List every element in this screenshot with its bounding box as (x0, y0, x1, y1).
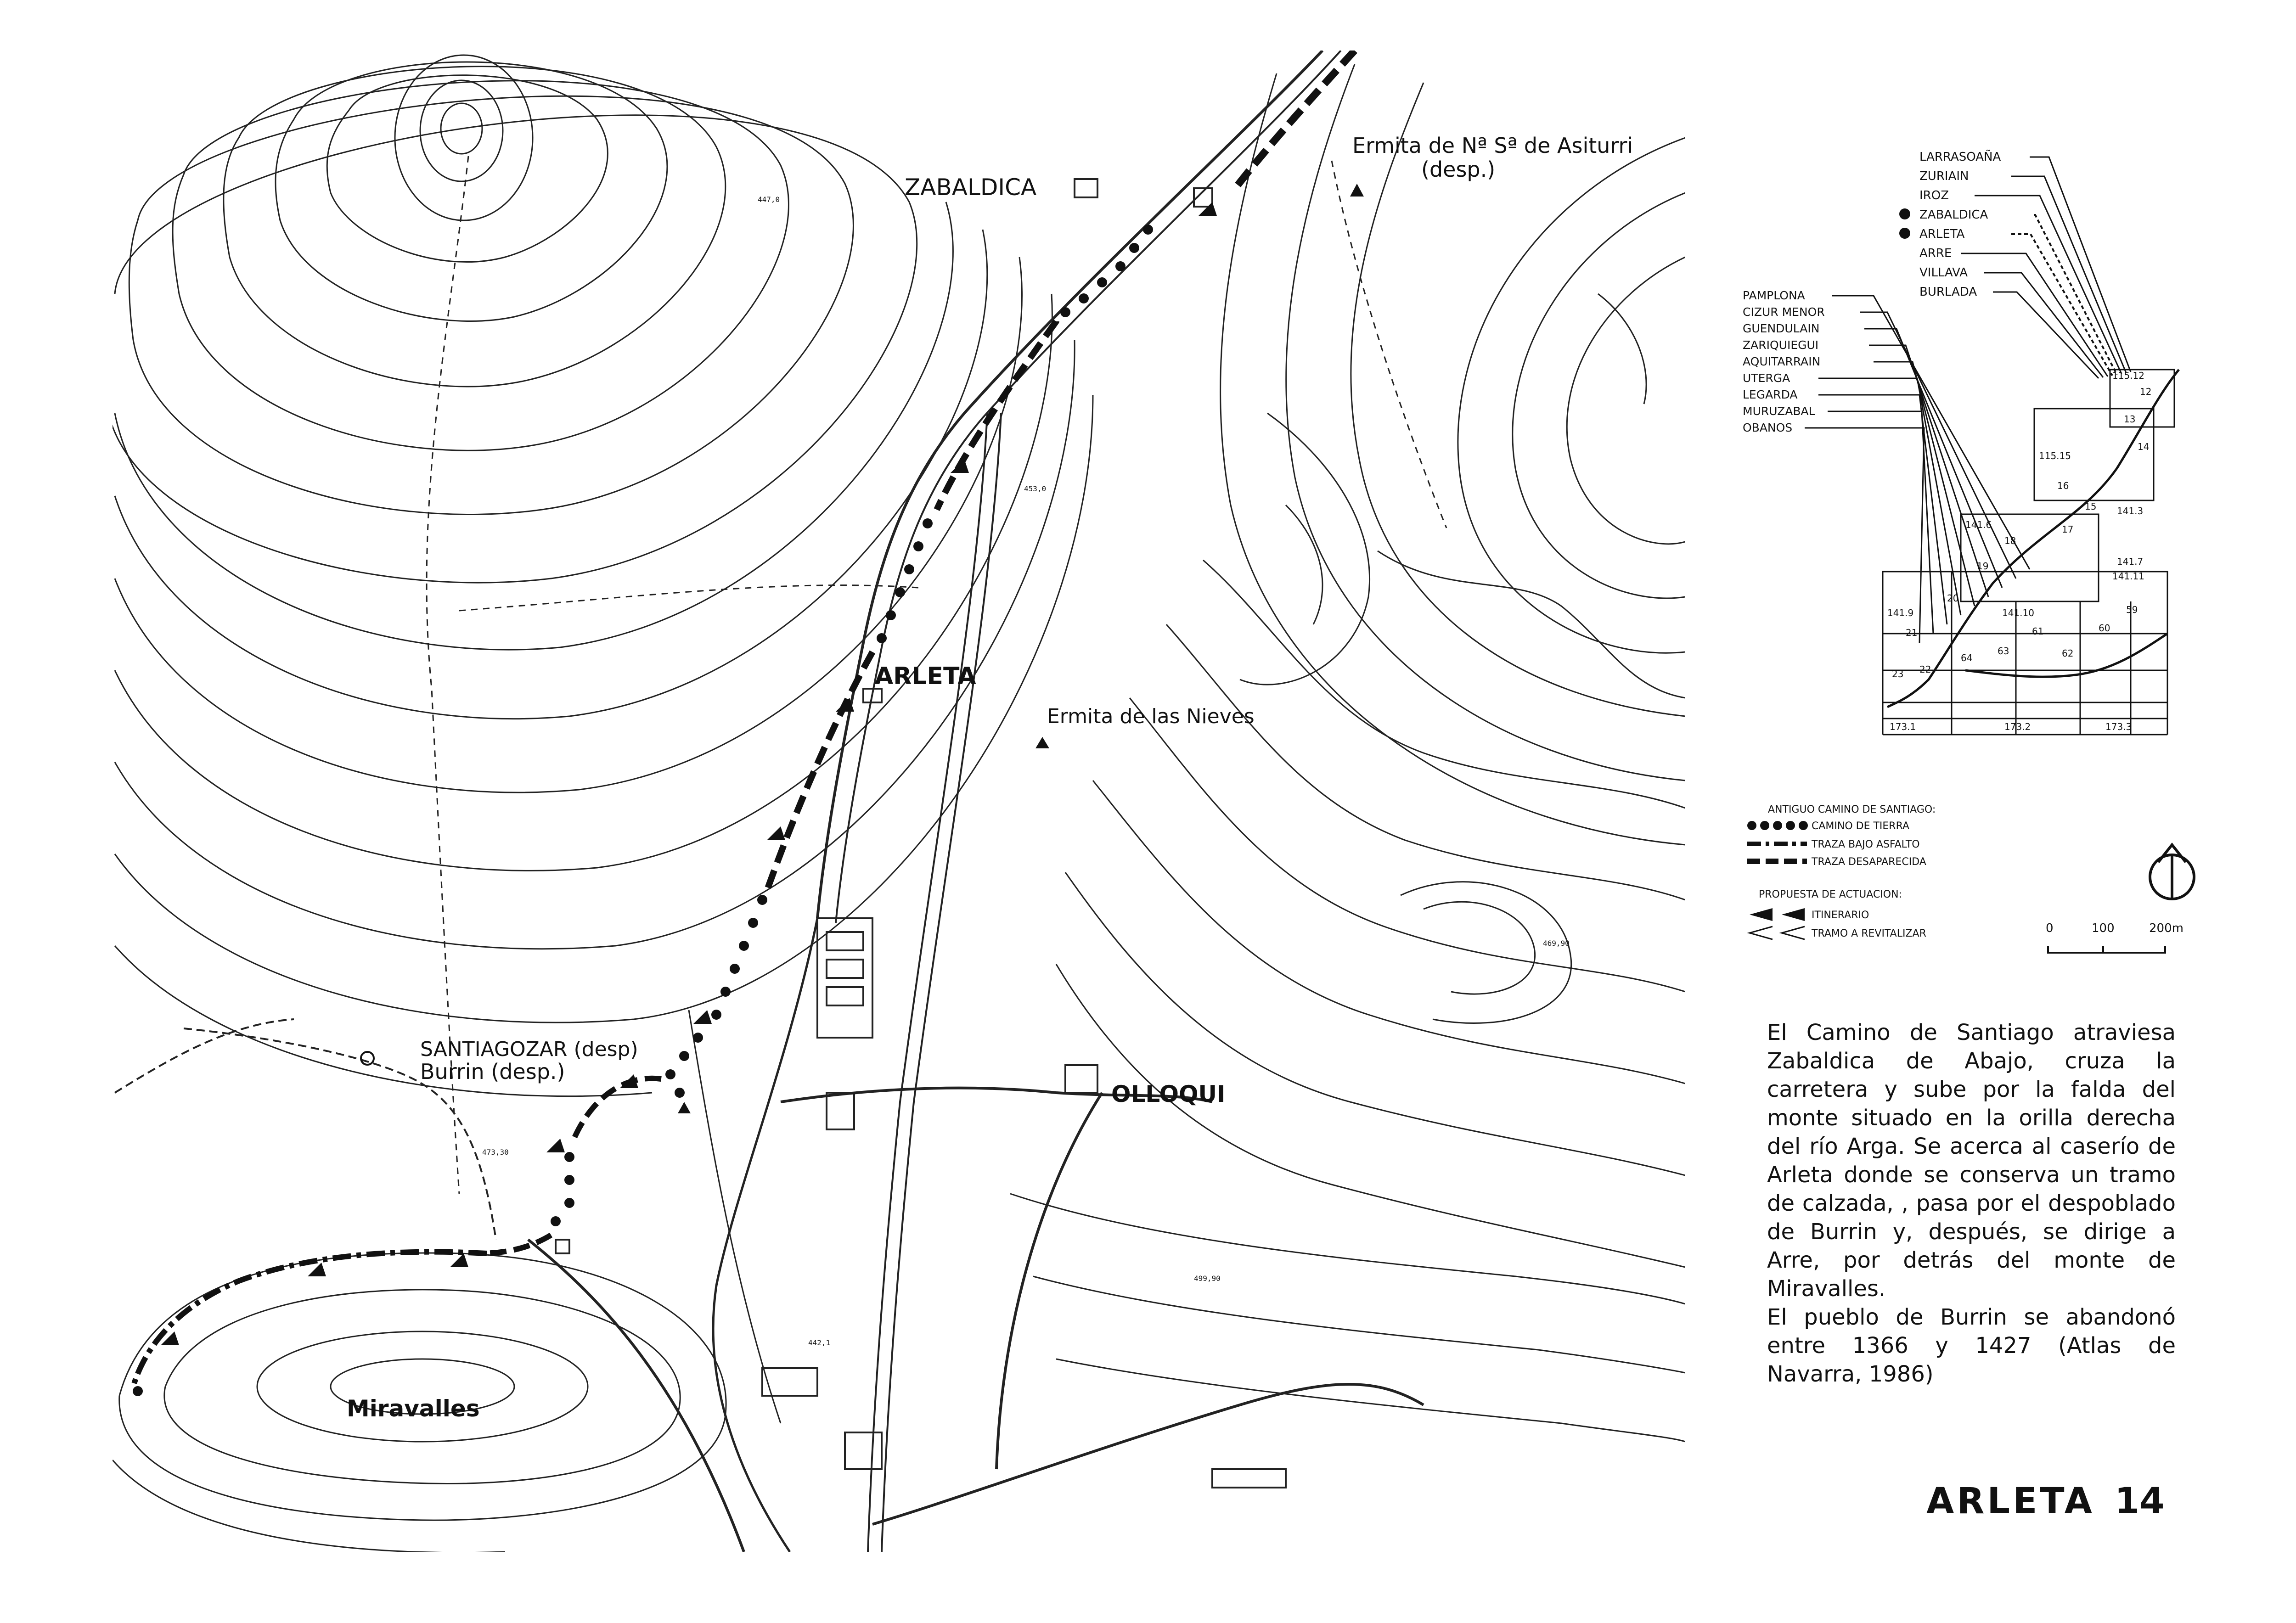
sheet-label: 63 (1998, 646, 2009, 657)
legend-section-title: PROPUESTA DE ACTUACION: (1759, 889, 1902, 900)
elevation-label: 499,90 (1194, 1274, 1221, 1283)
legend-item: TRAZA DESAPARECIDA (1812, 856, 1926, 868)
north-arrow-icon (2150, 845, 2194, 899)
description-text (1767, 1018, 2176, 1388)
label-burrin: Burrin (desp.) (420, 1059, 565, 1084)
label-santiagozar: SANTIAGOZAR (desp) (420, 1038, 638, 1061)
label-miravalles: Miravalles (347, 1395, 480, 1422)
index-town: BURLADA (1919, 285, 1977, 299)
sheet-label: 13 (2124, 414, 2136, 425)
sheet-label: 59 (2126, 604, 2138, 615)
legend-section-title: ANTIGUO CAMINO DE SANTIAGO: (1768, 804, 1936, 815)
sheet-label: 18 (2004, 535, 2016, 546)
index-town: ARLETA (1919, 227, 1965, 241)
legend-item: CAMINO DE TIERRA (1812, 820, 1910, 832)
legend-swatch-arrow-filled (1782, 908, 1805, 921)
index-town: MURUZABAL (1743, 404, 1815, 418)
index-town: ZURIAIN (1919, 169, 1969, 183)
sheet-label: 20 (1947, 593, 1959, 604)
sheet-label: 22 (1919, 664, 1931, 675)
index-town: ZARIQUIEGUI (1743, 338, 1819, 352)
scale-label: 0 (2046, 921, 2054, 935)
legend-item: TRAMO A REVITALIZAR (1812, 928, 1926, 939)
index-town: ARRE (1919, 247, 1952, 260)
marker-zabaldica (1899, 208, 1910, 219)
index-leader-lines (1805, 157, 2131, 643)
label-zabaldica: ZABALDICA (905, 174, 1037, 201)
sheet-label: 15 (2085, 501, 2097, 512)
label-ermita-asiturri: Ermita de Nª Sª de Asiturri (1352, 133, 1633, 158)
legend-item: TRAZA BAJO ASFALTO (1812, 839, 1920, 850)
sheet-label: 115.12 (2112, 370, 2144, 381)
sheet-label: 19 (1977, 561, 1989, 572)
index-town: VILLAVA (1919, 266, 1968, 280)
scale-label: 100 (2092, 921, 2115, 935)
label-ermita-asiturri-note: (desp.) (1421, 157, 1496, 182)
sheet-label: 173.2 (2004, 721, 2031, 732)
topographic-map (106, 51, 1685, 1553)
index-town: ZABALDICA (1919, 208, 1988, 222)
index-towns-left (1743, 289, 1825, 434)
legend-swatch-arrow-open (1750, 927, 1773, 939)
legend (1747, 804, 2194, 953)
sheet-label: 61 (2032, 626, 2044, 637)
page-title: ARLETA (1926, 1481, 2095, 1522)
sheet-label: 21 (1906, 627, 1918, 638)
sheet-label: 17 (2062, 524, 2074, 535)
index-town: PAMPLONA (1743, 289, 1805, 302)
sheet-label: 141.3 (2117, 505, 2144, 517)
label-olloqui: OLLOQUI (1111, 1081, 1226, 1107)
legend-swatch-arrow-filled (1750, 908, 1773, 921)
description-paragraph: El Camino de Santiago atraviesa Zabaldica de Abajo, cruza la carretera y sube por la falda del monte situado en la orilla derecha del río Arga. Se acerca al caserío de Arleta donde se conserva un tramo de calzada, , pasa por el despoblado de Burrin y, después, se dirige a Arre, por detrás del monte de Miravalles. (1767, 1020, 2176, 1302)
sheet-label: 115.15 (2039, 450, 2071, 461)
sheet-label: 12 (2140, 386, 2152, 397)
index-town: UTERGA (1743, 371, 1790, 385)
sheet-label: 141.7 (2117, 556, 2144, 567)
elevation-label: 447,0 (758, 195, 780, 204)
elevation-label: 469,90 (1543, 939, 1570, 948)
label-arleta: ARLETA (875, 663, 976, 690)
index-town: LEGARDA (1743, 388, 1798, 401)
legend-swatch-arrow-open (1782, 927, 1805, 939)
description-paragraph: El pueblo de Burrin se abandonó entre 1366 y 1427 (Atlas de Navarra, 1986) (1767, 1304, 2176, 1387)
elevation-label: 453,0 (1024, 484, 1047, 493)
elevation-label: 442,1 (808, 1338, 831, 1347)
sheet-label: 141.10 (2002, 607, 2034, 618)
sheet-label: 60 (2099, 623, 2110, 634)
index-town: GUENDULAIN (1743, 322, 1820, 335)
elevation-label: 473,30 (482, 1148, 509, 1157)
index-towns-right (1919, 149, 2001, 299)
index-town: CIZUR MENOR (1743, 305, 1825, 319)
sheet-label: 173.1 (1890, 721, 1916, 732)
sheet-label: 64 (1961, 652, 1973, 663)
index-town: AQUITARRAIN (1743, 355, 1821, 368)
sheet-label: 62 (2062, 648, 2074, 659)
index-town: LARRASOAÑA (1919, 150, 2001, 164)
label-ermita-nieves: Ermita de las Nieves (1047, 705, 1255, 728)
sheet-label: 173.3 (2105, 721, 2132, 732)
index-town: IROZ (1919, 189, 1949, 202)
page-number: 14 (2115, 1481, 2165, 1522)
sheet-label: 141.11 (2112, 571, 2144, 582)
index-map (1743, 149, 2179, 735)
sheet-label: 141.6 (1965, 519, 1992, 530)
marker-arleta (1899, 228, 1910, 239)
scale-bar (2046, 921, 2183, 953)
sheet-label: 14 (2138, 441, 2150, 452)
sheet-label: 141.9 (1887, 607, 1914, 618)
sheet-label: 16 (2057, 480, 2069, 491)
legend-swatch-dots (1747, 821, 1808, 830)
index-town: OBANOS (1743, 421, 1793, 434)
sheet-label: 23 (1892, 668, 1904, 680)
scale-label: 200m (2149, 921, 2183, 935)
legend-item: ITINERARIO (1812, 910, 1869, 921)
